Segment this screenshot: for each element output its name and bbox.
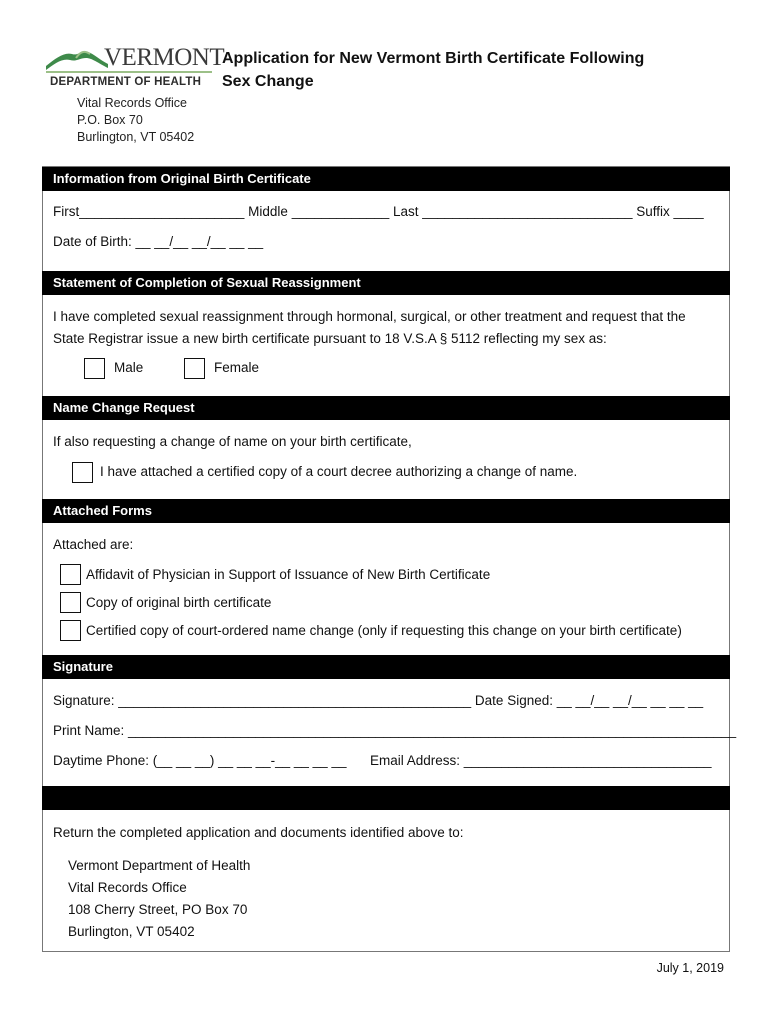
return-address-line: Burlington, VT 05402 — [68, 924, 195, 939]
attached-item: Affidavit of Physician in Support of Issuance of New Birth Certificate — [86, 567, 491, 582]
court-order-checkbox[interactable] — [60, 620, 81, 641]
female-checkbox[interactable] — [184, 358, 205, 379]
section-heading-attached: Attached Forms — [42, 499, 730, 523]
return-address-line: Vermont Department of Health — [68, 858, 251, 873]
section-heading-original: Information from Original Birth Certificate — [42, 167, 730, 191]
return-section-bar — [42, 786, 730, 810]
mountain-icon — [46, 44, 108, 74]
logo-department: DEPARTMENT OF HEALTH — [50, 76, 202, 88]
attached-intro: Attached are: — [53, 537, 134, 552]
affidavit-checkbox[interactable] — [60, 564, 81, 585]
court-decree-checkbox[interactable] — [72, 462, 93, 483]
name-fields-line[interactable]: First______________________ Middle _____________ Last ____________________________ Suffix ____ — [53, 204, 704, 219]
office-line: Burlington, VT 05402 — [77, 130, 195, 144]
reassignment-text-1: I have completed sexual reassignment through hormonal, surgical, or other treatment and request that the — [53, 309, 686, 324]
vermont-health-logo — [46, 44, 225, 94]
attached-item: Certified copy of court-ordered name change (only if requesting this change on your birth certificate) — [86, 623, 682, 638]
return-intro: Return the completed application and documents identified above to: — [53, 825, 464, 840]
reassignment-text-2: State Registrar issue a new birth certificate pursuant to 18 V.S.A § 5112 reflecting my sex as: — [53, 331, 607, 346]
female-label: Female — [214, 360, 260, 375]
logo-divider — [46, 71, 212, 73]
name-change-intro: If also requesting a change of name on your birth certificate, — [53, 434, 412, 449]
section-heading-reassignment: Statement of Completion of Sexual Reassignment — [42, 271, 730, 295]
email-field[interactable]: Email Address: _________________________________ — [370, 753, 712, 768]
date-of-birth-field[interactable]: Date of Birth: __ __/__ __/__ __ __ — [53, 234, 264, 249]
print-name-field[interactable]: Print Name: _________________________________________________________________________________ — [53, 723, 737, 738]
male-label: Male — [114, 360, 144, 375]
office-line: Vital Records Office — [77, 96, 188, 110]
original-copy-checkbox[interactable] — [60, 592, 81, 613]
page-title: Application for New Vermont Birth Certificate Following Sex Change — [222, 50, 645, 90]
office-address — [77, 95, 194, 146]
logo-wordmark: VERMONT — [104, 44, 225, 71]
signature-field[interactable]: Signature: _______________________________________________ Date Signed: __ __/__ __/__ __ __ __ — [53, 693, 704, 708]
return-address-line: 108 Cherry Street, PO Box 70 — [68, 902, 248, 917]
attached-item: Copy of original birth certificate — [86, 595, 272, 610]
phone-field[interactable]: Daytime Phone: (__ __ __) __ __ __-__ __ __ __ — [53, 753, 347, 768]
court-decree-label: I have attached a certified copy of a court decree authorizing a change of name. — [100, 464, 578, 479]
office-line: P.O. Box 70 — [77, 113, 143, 127]
revision-date: July 1, 2019 — [656, 961, 724, 975]
return-address-line: Vital Records Office — [68, 880, 187, 895]
section-heading-name-change: Name Change Request — [42, 396, 730, 420]
male-checkbox[interactable] — [84, 358, 105, 379]
section-heading-signature: Signature — [42, 655, 730, 679]
return-address — [68, 855, 250, 943]
